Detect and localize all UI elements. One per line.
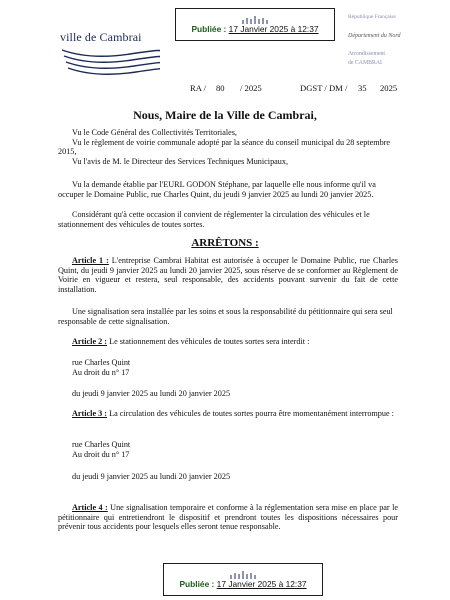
article-3 [58,409,398,419]
vu-block [58,128,398,166]
article-2-label: Article 2 : [72,337,108,346]
arrondissement-line-2: de CAMBRAI [348,60,382,66]
article-2-period: du jeudi 9 janvier 2025 au lundi 20 janvier 2025 [72,389,231,398]
article-2-location: Au droit du n° 17 [72,368,130,377]
dgst-number: 35 [358,83,367,93]
stamp-label: Publiée : [191,24,227,34]
republique-label: République Française [348,14,396,20]
considerant-paragraph: Considérant qu'à cette occasion il convient de réglementer la circulation des véhicules et le stationnement des véhicules de toutes sortes. [58,210,370,229]
article-1-signalisation: Une signalisation sera installée par les soins et sous la responsabilité du pétitionnaire qui sera seul responsable de cette signalisation. [58,307,393,326]
vu-item: Vu le Code Général des Collectivités Territoriales, [72,128,237,137]
article-4-label: Article 4 : [72,503,108,512]
article-3-period: du jeudi 9 janvier 2025 au lundi 20 janvier 2025 [72,472,231,481]
logo-name: ville de Cambrai [60,30,142,44]
article-3-text: La circulation des véhicules de toutes sortes pourra être momentanément interrompue : [107,409,394,418]
logo-waves-icon [60,46,160,76]
stamp-date: 17 Janvier 2025 à 12:37 [216,579,307,589]
article-3-location: Au droit du n° 17 [72,450,130,459]
article-2 [58,337,398,347]
city-logo [60,30,160,76]
arrondissement-block [348,50,438,68]
ra-prefix: RA / [190,83,206,93]
stamp-logo-icon [176,11,334,21]
vu-item: Vu l'avis de M. le Directeur des Services Techniques Municipaux, [72,156,289,166]
arrondissement-line-1: Arrondissement [348,51,386,57]
article-3-street: rue Charles Quint [72,440,131,449]
dgst-prefix: DGST / DM / [300,83,348,93]
article-4-text: Une signalisation temporaire et conforme à la réglementation sera mise en place par le pétitionnaire qui entretiendront le dispositif et prendront toutes les dispositions nécessaires pour prévenir tous accidents pour lesquels elles seront tenue responsable. [58,503,398,532]
article-2-text: Le stationnement des véhicules de toutes sortes sera interdit : [107,337,310,346]
publication-stamp-top [175,8,335,41]
article-1-text: L'entreprise Cambrai Habitat est autorisée à occuper le Domaine Public, rue Charles Quint, du jeudi 9 janvier 2025 au lundi 20 janvier 2025, sous réserve de se conformer au Règlement de Voirie en vigueur et restera, seul responsable, des accidents pouvant survenir du fait de cette installation. [58,256,398,294]
stamp-logo-icon [164,566,322,576]
ra-number: 80 [216,83,225,93]
demande-paragraph: Vu la demande établie par l'EURL GODON Stéphane, par laquelle elle nous informe qu'il va occuper le Domaine Public, rue Charles Quint, du jeudi 9 janvier 2025 au lundi 20 janvier 2025. [58,180,376,199]
departement-label: Département du Nord [348,33,401,39]
vu-item: Vu le règlement de voirie communale adopté par la séance du conseil municipal du 28 septembre 2015, [58,137,391,157]
dgst-year: 2025 [380,83,398,93]
article-3-label: Article 3 : [72,409,108,418]
document-title: Nous, Maire de la Ville de Cambrai, [133,108,317,122]
article-1-label: Article 1 : [72,256,109,265]
article-2-street: rue Charles Quint [72,358,131,367]
article-4 [58,503,398,532]
ra-year: / 2025 [240,83,262,93]
publication-stamp-bottom [163,563,323,596]
stamp-label: Publiée : [179,579,215,589]
stamp-date: 17 Janvier 2025 à 12:37 [228,24,319,34]
article-1 [58,256,398,294]
arretons-heading: ARRÊTONS : [191,237,259,249]
